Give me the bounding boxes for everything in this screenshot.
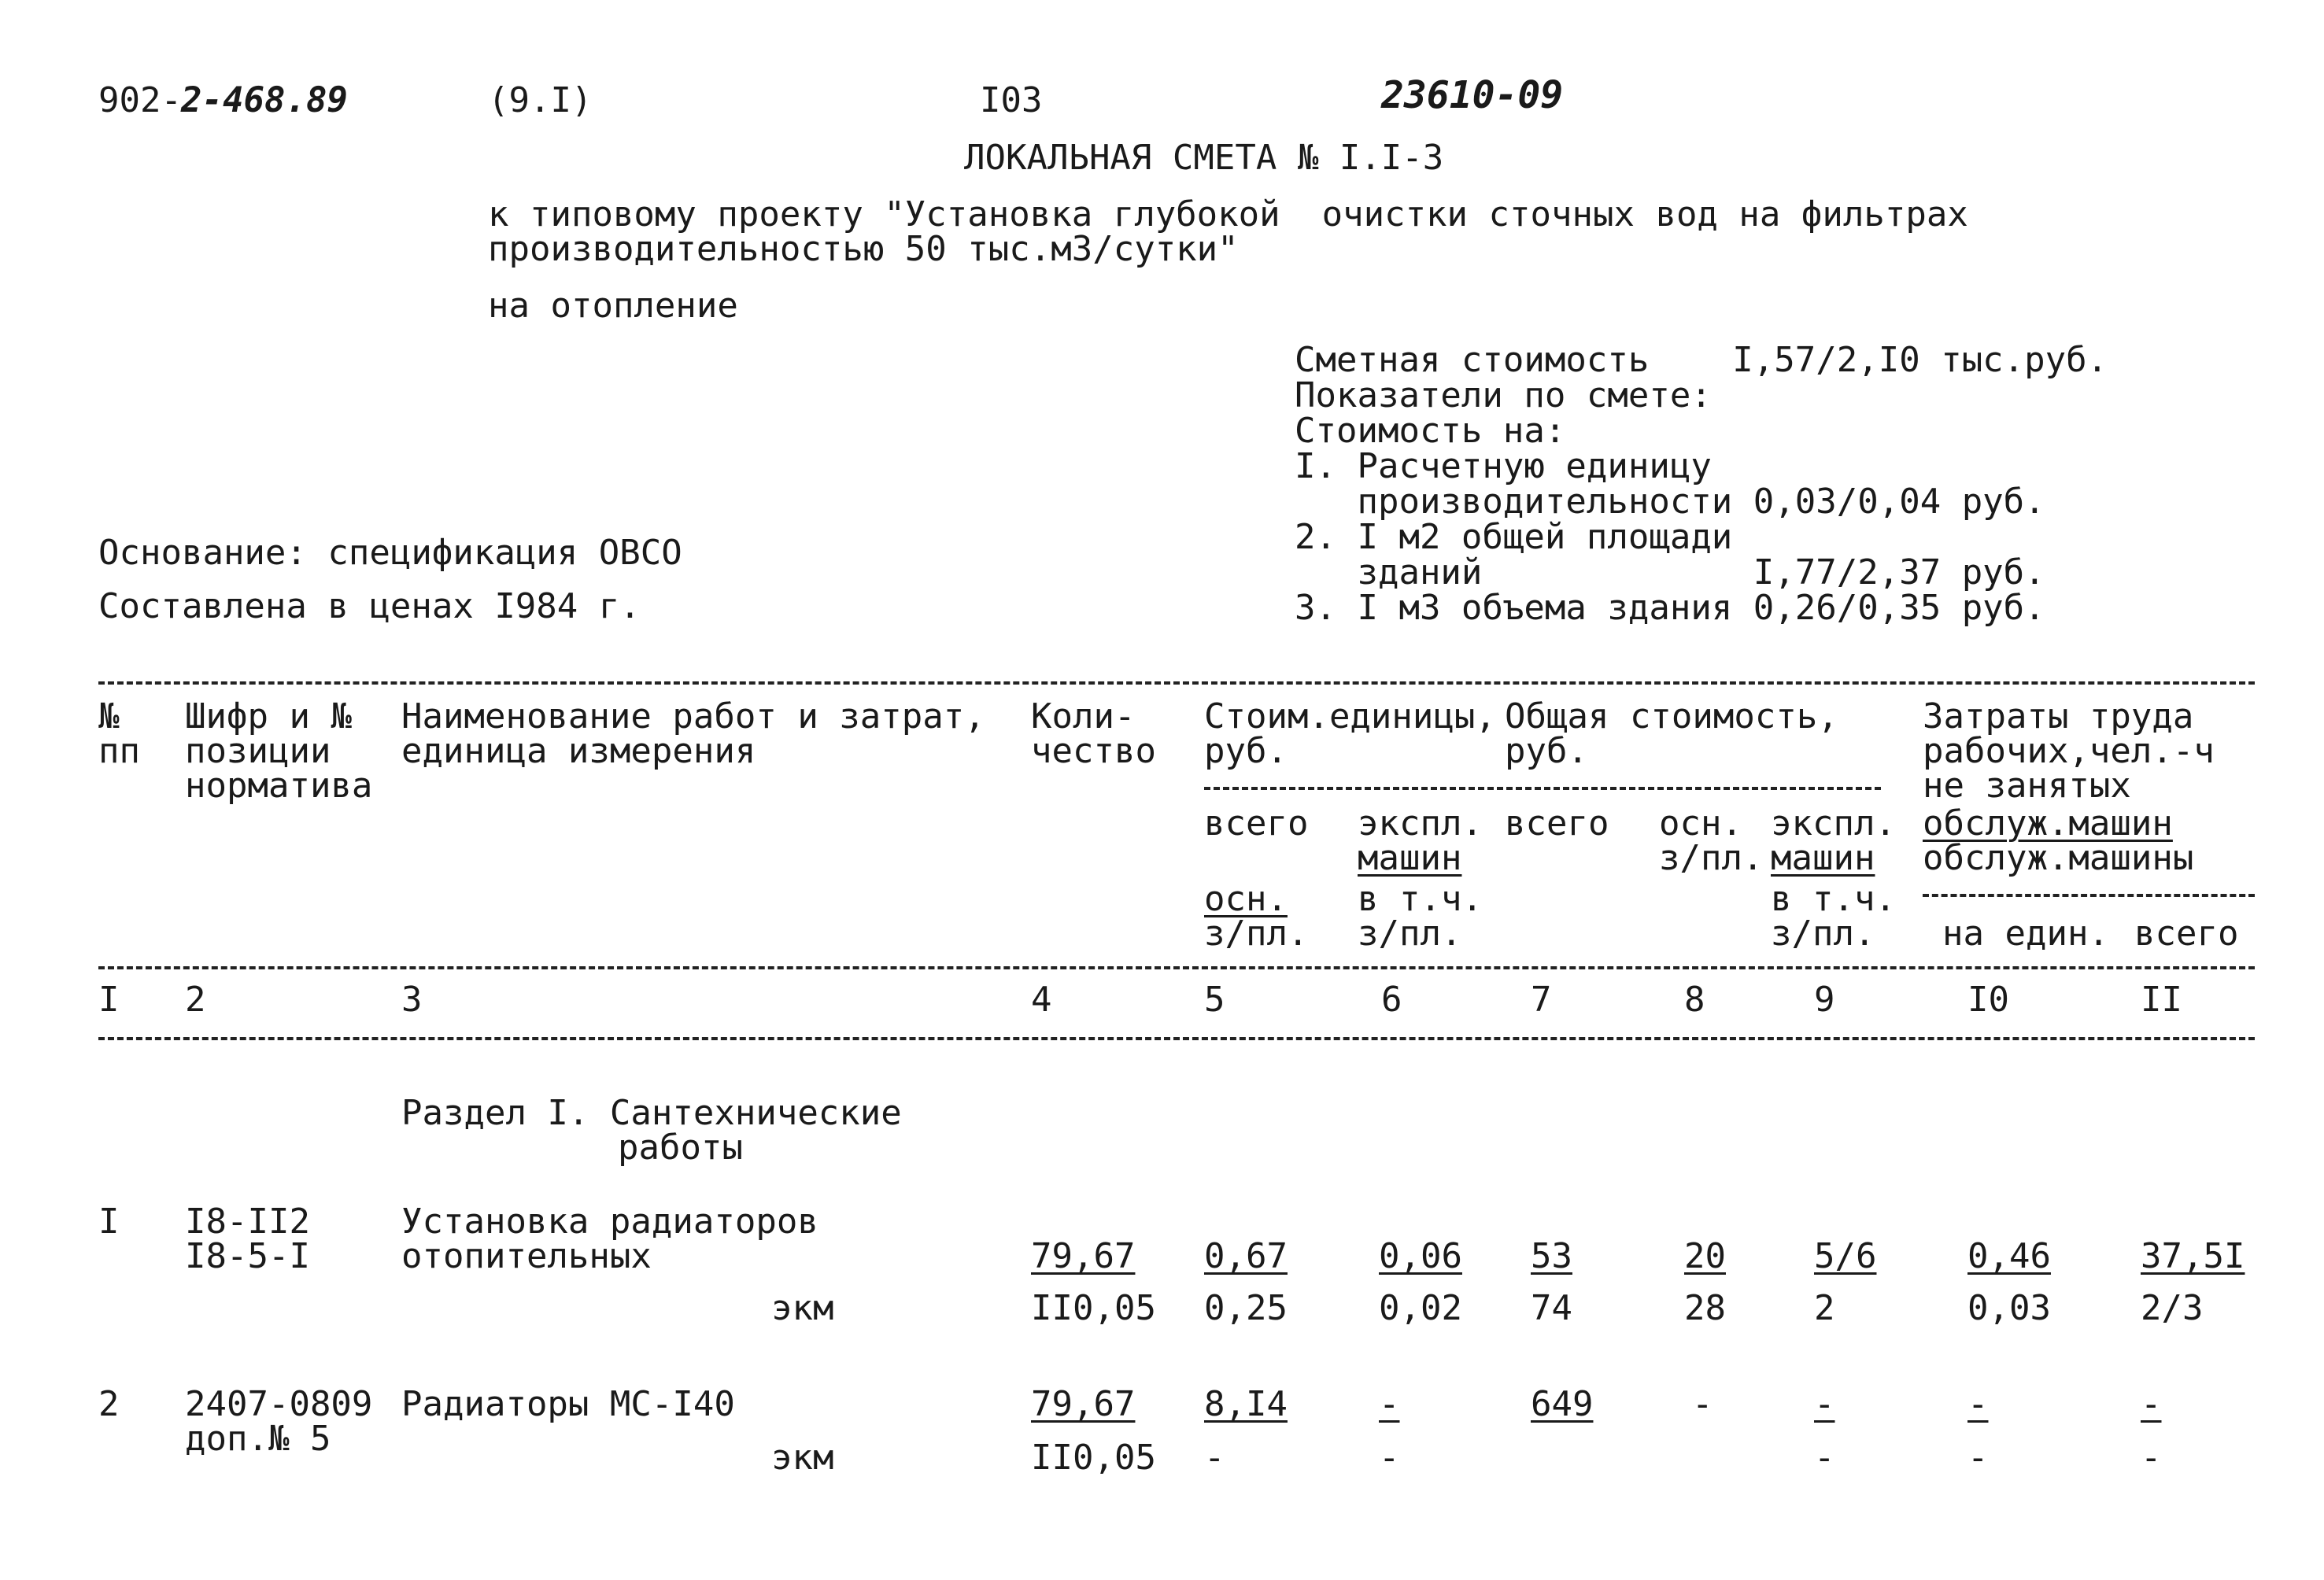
cost-info-line: зданий I,77/2,37 руб. [1295,552,2045,592]
row-col8: 20 [1684,1236,1726,1276]
page-number: I03 [980,80,1043,120]
row-col9: 5/6 [1814,1236,1877,1276]
col-header-9: в т.ч. [1771,879,1896,919]
row-col9: - [1814,1384,1835,1424]
col-header-6: в т.ч. [1358,879,1483,919]
row-col11: - [2141,1384,2162,1424]
row-col6: 0,06 [1379,1236,1462,1276]
cost-info-line: 3. I м3 объема здания 0,26/0,35 руб. [1295,588,2045,628]
col-header-1: № [98,696,120,736]
col-header-7: всего [1505,803,1609,844]
col-header-total-cost: Общая стоимость, [1505,696,1838,736]
row-number: 2 [98,1384,120,1424]
col-header-9: машин [1771,838,1875,878]
col-header-3: Наименование работ и затрат, [401,696,985,736]
row-number: I [98,1202,120,1242]
cost-info-line: I. Расчетную единицу [1295,446,1712,486]
subtitle-line-3: на отопление [488,286,738,326]
col-header-5: всего [1204,803,1309,844]
col-header-3: единица измерения [401,731,756,771]
col-header-6: машин [1358,838,1462,878]
col-header-9: з/пл. [1771,914,1875,954]
col-header-labor-sub: обслуж.машины [1923,838,2194,878]
table-top-rule [98,681,2255,685]
col-header-2: норматива [185,766,373,806]
row-col11: 37,5I [2141,1236,2245,1276]
col-header-10: на един. [1942,914,2109,954]
col-header-4: чество [1031,731,1156,771]
col-header-5: з/пл. [1204,914,1309,954]
inventory-number: 23610-09 [1381,73,1564,117]
column-number: II [2141,980,2182,1020]
column-number: 2 [185,980,206,1020]
row-qty: II0,05 [1031,1438,1156,1478]
column-number: 4 [1031,980,1052,1020]
col-header-8: осн. [1659,803,1742,844]
row-code: I8-5-I [185,1236,310,1276]
row-col9: - [1814,1438,1835,1478]
row-col11: - [2141,1438,2162,1478]
cost-info-line: 2. I м2 общей площади [1295,517,1733,557]
row-qty: II0,05 [1031,1288,1156,1328]
row-col5: 8,I4 [1204,1384,1288,1424]
row-col5: - [1204,1438,1225,1478]
row-col10: 0,03 [1967,1288,2051,1328]
row-col6: - [1379,1438,1400,1478]
header-sub-rule [1204,787,1881,790]
row-name: Установка радиаторов [401,1202,818,1242]
row-ekm-label: экм [771,1438,834,1478]
row-ekm-label: экм [771,1288,834,1328]
col-header-labor: рабочих,чел.-ч [1923,731,2215,771]
row-code: доп.№ 5 [185,1419,331,1459]
row-col5: 0,67 [1204,1236,1288,1276]
row-col7: 74 [1531,1288,1572,1328]
row-qty: 79,67 [1031,1236,1136,1276]
doc-code-prefix: 902- [98,80,182,120]
row-name: отопительных [401,1236,652,1276]
row-qty: 79,67 [1031,1384,1136,1424]
cost-info-line: Стоимость на: [1295,411,1566,451]
column-numbers-rule [98,1037,2255,1040]
row-col10: - [1967,1438,1989,1478]
row-col6: 0,02 [1379,1288,1462,1328]
column-number: 7 [1531,980,1552,1020]
row-col11: 2/3 [2141,1288,2204,1328]
row-col10: 0,46 [1967,1236,2051,1276]
column-number: 8 [1684,980,1705,1020]
col-header-unit-cost: руб. [1204,731,1288,771]
col-header-5: осн. [1204,879,1288,919]
col-header-2: Шифр и № [185,696,352,736]
row-col9: 2 [1814,1288,1835,1328]
doc-part: (9.I) [488,80,593,120]
row-col6: - [1379,1384,1400,1424]
basis-line: Основание: спецификация ОВСО [98,533,682,573]
col-header-4: Коли- [1031,696,1136,736]
row-col10: - [1967,1384,1989,1424]
row-col5: 0,25 [1204,1288,1288,1328]
column-number: 3 [401,980,423,1020]
section-title: Раздел I. Сантехнические [401,1093,902,1133]
col-header-labor: Затраты труда [1923,696,2194,736]
col-header-labor-sub: обслуж.машин [1923,803,2173,844]
section-title: работы [618,1128,743,1168]
col-header-6: экспл. [1358,803,1483,844]
cost-info-line: Показатели по смете: [1295,375,1712,415]
row-col7: 53 [1531,1236,1572,1276]
row-col8: - [1692,1384,1713,1424]
col-header-total-cost: руб. [1505,731,1588,771]
col-header-6: з/пл. [1358,914,1462,954]
cost-info-line: Сметная стоимость I,57/2,I0 тыс.руб. [1295,340,2108,380]
cost-info-line: производительности 0,03/0,04 руб. [1295,482,2045,522]
row-name: Радиаторы МС-I40 [401,1384,735,1424]
subtitle-line-1: к типовому проекту "Установка глубокой очистки сточных вод на фильтрах [488,194,1968,234]
col-header-8: з/пл. [1659,838,1764,878]
doc-code-handwritten: 2-468.89 [181,80,348,120]
column-number: 5 [1204,980,1225,1020]
column-number: I0 [1967,980,2009,1020]
column-number: 6 [1381,980,1402,1020]
col-header-11: всего [2134,914,2239,954]
col-header-unit-cost: Стоим.единицы, [1204,696,1496,736]
column-number: 9 [1814,980,1835,1020]
col-header-2: позиции [185,731,331,771]
subtitle-line-2: производительностью 50 тыс.м3/сутки" [488,229,1239,269]
col-header-9: экспл. [1771,803,1896,844]
header-sub-rule [1923,894,2255,897]
row-col8: 28 [1684,1288,1726,1328]
column-number: I [98,980,120,1020]
basis-line: Составлена в ценах I984 г. [98,586,641,626]
row-col7: 649 [1531,1384,1594,1424]
row-code: I8-II2 [185,1202,310,1242]
page-title: ЛОКАЛЬНАЯ СМЕТА № I.I-3 [964,138,1444,178]
col-header-1: пп [98,731,140,771]
col-header-labor: не занятых [1923,766,2131,806]
header-rule [98,966,2255,969]
row-code: 2407-0809 [185,1384,373,1424]
